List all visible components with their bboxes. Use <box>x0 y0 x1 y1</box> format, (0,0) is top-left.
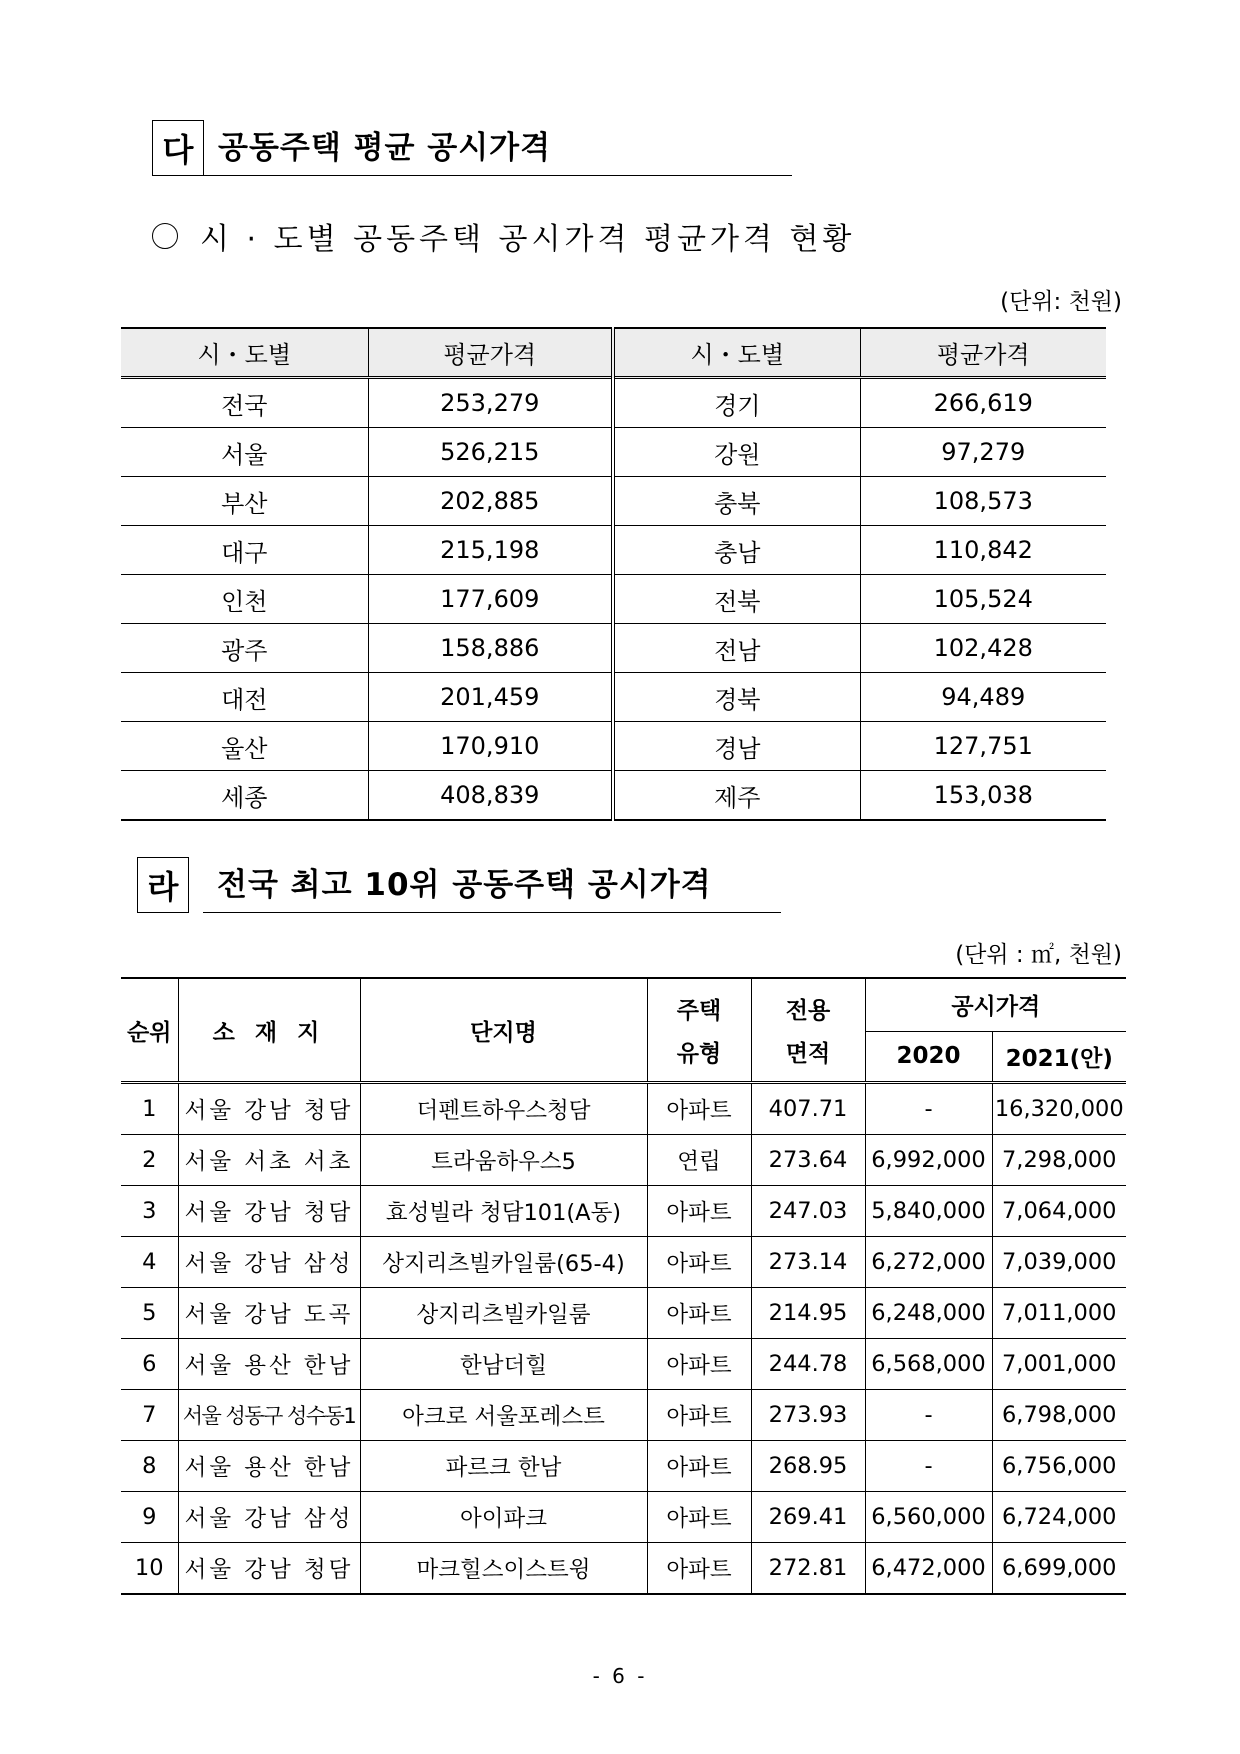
region-cell: 인천 <box>121 575 368 624</box>
table2-row <box>121 1288 1126 1339</box>
avg-price-cell: 201,459 <box>368 673 613 722</box>
complex-name-cell: 효성빌라 청담101(A동) <box>360 1186 647 1237</box>
header-public-price: 공시가격 <box>865 978 1126 1031</box>
complex-name-cell: 더펜트하우스청담 <box>360 1083 647 1135</box>
section-da-badge: 다 <box>152 120 204 176</box>
header-area-line2: 면적 <box>785 1041 831 1067</box>
housing-type-cell: 아파트 <box>647 1237 751 1288</box>
header-area-line1: 전용 <box>785 998 831 1024</box>
section-da-title: 공동주택 평균 공시가격 <box>204 122 792 176</box>
price-2020-cell: - <box>865 1390 992 1441</box>
avg-price-cell: 526,215 <box>368 428 613 477</box>
price-2021-cell: 6,699,000 <box>992 1543 1126 1595</box>
price-2020-cell: - <box>865 1083 992 1135</box>
header-type-line1: 주택 <box>676 998 722 1024</box>
avg-price-cell: 170,910 <box>368 722 613 771</box>
circle-bullet-icon <box>152 223 178 249</box>
section-ra-badge: 라 <box>137 857 189 913</box>
rank-cell: 7 <box>121 1390 178 1441</box>
rank-cell: 6 <box>121 1339 178 1390</box>
header-complex-name: 단지명 <box>360 978 647 1083</box>
region-cell: 대구 <box>121 526 368 575</box>
header-type-line2: 유형 <box>676 1041 722 1067</box>
header-avg-price: 평균가격 <box>860 328 1106 378</box>
table1-row <box>121 624 1106 673</box>
avg-price-cell: 110,842 <box>860 526 1106 575</box>
price-2020-cell: 6,992,000 <box>865 1135 992 1186</box>
avg-price-cell: 202,885 <box>368 477 613 526</box>
subtitle-text: 시 · 도별 공동주택 공시가격 평균가격 현황 <box>200 222 856 257</box>
price-2020-cell: 5,840,000 <box>865 1186 992 1237</box>
complex-name-cell: 파르크 한남 <box>360 1441 647 1492</box>
complex-name-cell: 마크힐스이스트윙 <box>360 1543 647 1595</box>
avg-price-cell: 94,489 <box>860 673 1106 722</box>
price-2021-cell: 6,756,000 <box>992 1441 1126 1492</box>
complex-name-cell: 아이파크 <box>360 1492 647 1543</box>
region-cell: 서울 <box>121 428 368 477</box>
table1-row <box>121 673 1106 722</box>
header-housing-type <box>647 978 751 1083</box>
region-cell: 충남 <box>613 526 860 575</box>
rank-cell: 4 <box>121 1237 178 1288</box>
housing-type-cell: 아파트 <box>647 1492 751 1543</box>
rank-cell: 3 <box>121 1186 178 1237</box>
rank-cell: 9 <box>121 1492 178 1543</box>
avg-price-cell: 408,839 <box>368 771 613 821</box>
location-cell: 서울 강남 청담 <box>178 1083 360 1135</box>
location-cell: 서울 강남 청담 <box>178 1543 360 1595</box>
location-cell: 서울 서초 서초 <box>178 1135 360 1186</box>
price-2020-cell: 6,272,000 <box>865 1237 992 1288</box>
area-cell: 244.78 <box>751 1339 865 1390</box>
area-cell: 272.81 <box>751 1543 865 1595</box>
section-da-subtitle <box>152 214 855 258</box>
region-cell: 경기 <box>613 378 860 428</box>
housing-type-cell: 아파트 <box>647 1441 751 1492</box>
area-cell: 268.95 <box>751 1441 865 1492</box>
price-2020-cell: 6,472,000 <box>865 1543 992 1595</box>
complex-name-cell: 상지리츠빌카일룸(65-4) <box>360 1237 647 1288</box>
page-number: - 6 - <box>592 1664 648 1688</box>
section-da-heading <box>152 120 792 176</box>
avg-price-cell: 102,428 <box>860 624 1106 673</box>
header-rank: 순위 <box>121 978 178 1083</box>
price-2021-cell: 6,724,000 <box>992 1492 1126 1543</box>
table2-row <box>121 1492 1126 1543</box>
location-cell: 서울 강남 청담 <box>178 1186 360 1237</box>
housing-type-cell: 아파트 <box>647 1186 751 1237</box>
table1-row <box>121 428 1106 477</box>
table1-row <box>121 526 1106 575</box>
table2-row <box>121 1441 1126 1492</box>
header-avg-price: 평균가격 <box>368 328 613 378</box>
price-2021-cell: 7,001,000 <box>992 1339 1126 1390</box>
header-region: 시・도별 <box>121 328 368 378</box>
avg-price-cell: 253,279 <box>368 378 613 428</box>
header-location: 소 재 지 <box>178 978 360 1083</box>
header-region: 시・도별 <box>613 328 860 378</box>
region-cell: 세종 <box>121 771 368 821</box>
avg-price-cell: 215,198 <box>368 526 613 575</box>
table1-row <box>121 477 1106 526</box>
avg-price-cell: 158,886 <box>368 624 613 673</box>
region-cell: 경남 <box>613 722 860 771</box>
region-cell: 울산 <box>121 722 368 771</box>
avg-price-cell: 127,751 <box>860 722 1106 771</box>
table1-row <box>121 378 1106 428</box>
price-2020-cell: - <box>865 1441 992 1492</box>
price-2020-cell: 6,568,000 <box>865 1339 992 1390</box>
location-cell: 서울 강남 삼성 <box>178 1237 360 1288</box>
table2-row <box>121 1186 1126 1237</box>
avg-price-cell: 105,524 <box>860 575 1106 624</box>
region-cell: 전국 <box>121 378 368 428</box>
avg-price-cell: 153,038 <box>860 771 1106 821</box>
price-2021-cell: 16,320,000 <box>992 1083 1126 1135</box>
price-2021-cell: 7,298,000 <box>992 1135 1126 1186</box>
location-cell: 서울 용산 한남 <box>178 1441 360 1492</box>
complex-name-cell: 아크로 서울포레스트 <box>360 1390 647 1441</box>
avg-price-cell: 108,573 <box>860 477 1106 526</box>
region-cell: 경북 <box>613 673 860 722</box>
price-2020-cell: 6,248,000 <box>865 1288 992 1339</box>
complex-name-cell: 트라움하우스5 <box>360 1135 647 1186</box>
rank-cell: 10 <box>121 1543 178 1595</box>
housing-type-cell: 아파트 <box>647 1543 751 1595</box>
table2-unit: (단위 : ㎡, 천원) <box>955 942 1122 968</box>
region-cell: 광주 <box>121 624 368 673</box>
rank-cell: 8 <box>121 1441 178 1492</box>
area-cell: 273.14 <box>751 1237 865 1288</box>
header-year-2020: 2020 <box>865 1031 992 1083</box>
location-cell: 서울 강남 삼성 <box>178 1492 360 1543</box>
avg-price-cell: 177,609 <box>368 575 613 624</box>
table1-row <box>121 575 1106 624</box>
region-cell: 제주 <box>613 771 860 821</box>
region-cell: 충북 <box>613 477 860 526</box>
section-ra-title: 전국 최고 10위 공동주택 공시가격 <box>203 859 781 913</box>
housing-type-cell: 연립 <box>647 1135 751 1186</box>
complex-name-cell: 한남더힐 <box>360 1339 647 1390</box>
region-cell: 전북 <box>613 575 860 624</box>
region-cell: 전남 <box>613 624 860 673</box>
price-2021-cell: 6,798,000 <box>992 1390 1126 1441</box>
price-2021-cell: 7,011,000 <box>992 1288 1126 1339</box>
table1-header-row <box>121 328 1106 378</box>
rank-cell: 5 <box>121 1288 178 1339</box>
location-cell: 서울 성동구 성수동1 <box>178 1390 360 1441</box>
table2-row <box>121 1135 1126 1186</box>
table2-row <box>121 1083 1126 1135</box>
table2-row <box>121 1339 1126 1390</box>
area-cell: 247.03 <box>751 1186 865 1237</box>
region-cell: 대전 <box>121 673 368 722</box>
region-cell: 부산 <box>121 477 368 526</box>
rank-cell: 2 <box>121 1135 178 1186</box>
housing-type-cell: 아파트 <box>647 1339 751 1390</box>
regional-average-price-table <box>121 327 1106 821</box>
housing-type-cell: 아파트 <box>647 1288 751 1339</box>
header-year-2021: 2021(안) <box>992 1031 1126 1083</box>
rank-cell: 1 <box>121 1083 178 1135</box>
area-cell: 214.95 <box>751 1288 865 1339</box>
avg-price-cell: 266,619 <box>860 378 1106 428</box>
top10-price-table <box>121 977 1126 1595</box>
area-cell: 407.71 <box>751 1083 865 1135</box>
table1-row <box>121 722 1106 771</box>
table2-row <box>121 1543 1126 1595</box>
area-cell: 273.64 <box>751 1135 865 1186</box>
region-cell: 강원 <box>613 428 860 477</box>
avg-price-cell: 97,279 <box>860 428 1106 477</box>
area-cell: 273.93 <box>751 1390 865 1441</box>
price-2021-cell: 7,039,000 <box>992 1237 1126 1288</box>
table1-unit: (단위: 천원) <box>1000 289 1122 315</box>
table2-row <box>121 1390 1126 1441</box>
table2-row <box>121 1237 1126 1288</box>
header-area <box>751 978 865 1083</box>
price-2020-cell: 6,560,000 <box>865 1492 992 1543</box>
price-2021-cell: 7,064,000 <box>992 1186 1126 1237</box>
section-ra-heading <box>137 857 781 913</box>
location-cell: 서울 강남 도곡 <box>178 1288 360 1339</box>
area-cell: 269.41 <box>751 1492 865 1543</box>
table1-row <box>121 771 1106 821</box>
housing-type-cell: 아파트 <box>647 1083 751 1135</box>
location-cell: 서울 용산 한남 <box>178 1339 360 1390</box>
complex-name-cell: 상지리츠빌카일룸 <box>360 1288 647 1339</box>
housing-type-cell: 아파트 <box>647 1390 751 1441</box>
